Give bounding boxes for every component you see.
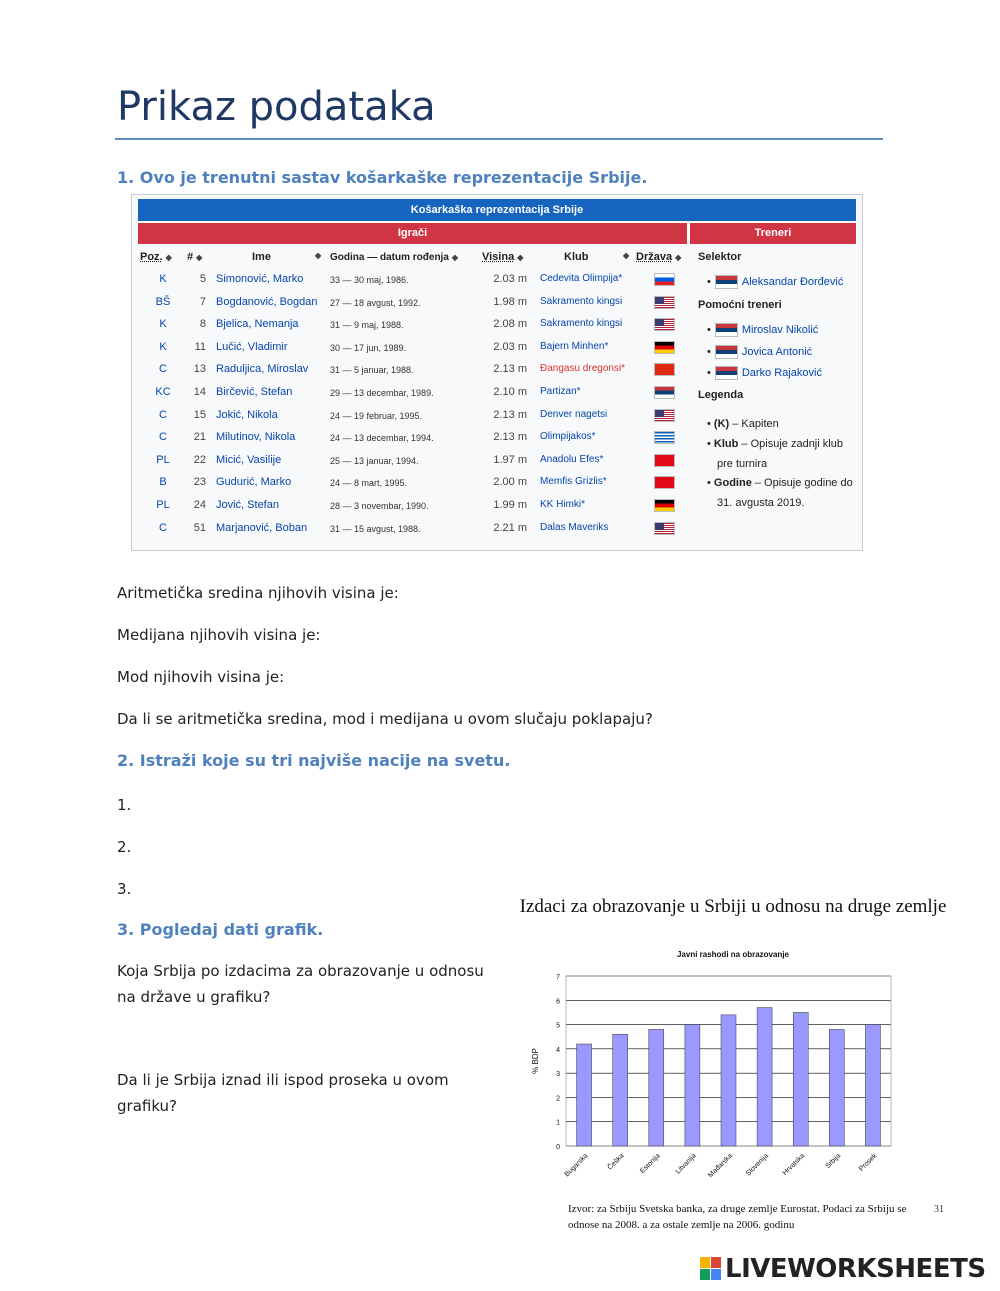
y-tick-label: 2 [556, 1095, 560, 1103]
players-header: Igrači [138, 223, 687, 244]
cell-player-name[interactable]: Jović, Stefan [216, 499, 279, 511]
assistant-name[interactable]: Darko Rajaković [741, 366, 822, 379]
bar [829, 1029, 844, 1146]
cell-number: 22 [193, 453, 206, 466]
cell-birthdate: 29 — 13 decembar, 1989. [330, 388, 434, 398]
cell-position: BŠ [155, 295, 171, 308]
cell-birthdate: 31 — 9 maj, 1988. [330, 320, 404, 331]
country-flag-icon [654, 454, 675, 467]
answer-line-2: 2. [117, 838, 132, 856]
selektor-label: Selektor [698, 251, 742, 263]
cell-club[interactable]: Denver nagetsi [540, 408, 608, 420]
cell-number: 5 [199, 273, 206, 285]
country-flag-icon [654, 341, 675, 354]
bar [577, 1044, 592, 1146]
cell-birthdate: 24 — 19 februar, 1995. [330, 410, 423, 421]
col-header-drzava[interactable]: Država ◆ [636, 251, 682, 263]
question-rank: Koja Srbija po izdacima za obrazovanje u odnosu na države u grafiku? [117, 962, 484, 1006]
table-row [132, 431, 692, 453]
cell-height: 1.99 m [493, 499, 527, 511]
cell-height: 2.13 m [493, 408, 527, 421]
assistant-item: • Jovica Antonić [707, 345, 813, 358]
cell-position: PL [156, 453, 170, 466]
cell-number: 8 [199, 318, 206, 331]
col-header-poz[interactable]: Poz. ◆ [140, 251, 172, 263]
section1-heading: 1. Ovo je trenutni sastav košarkaške reprezentacije Srbije. [117, 168, 648, 187]
y-tick-label: 1 [556, 1119, 560, 1127]
logo-icon [700, 1257, 722, 1281]
table-row [132, 454, 692, 476]
bar-chart [520, 962, 930, 1198]
bar [649, 1029, 664, 1146]
x-tick-label: Estonija [639, 1152, 662, 1176]
cell-position: B [159, 476, 167, 489]
x-tick-label: Srbija [824, 1152, 843, 1171]
cell-birthdate: 27 — 18 avgust, 1992. [330, 297, 421, 308]
cell-player-name[interactable]: Gudurić, Marko [216, 476, 292, 489]
col-header-ime[interactable]: Ime ◆ [252, 251, 322, 263]
chart-source: Izvor: za Srbiju Svetska banka, za druge zemlje Eurostat. Podaci za Srbiju se odnose na 2008. a za ostale zemlje na 2006. godinu [568, 1203, 907, 1231]
roster-caption: Košarkaška reprezentacija Srbije [138, 199, 856, 221]
cell-club[interactable]: Memfis Grizlis* [540, 476, 607, 488]
answer-line-1: 1. [117, 796, 132, 814]
cell-birthdate: 24 — 8 mart, 1995. [330, 478, 408, 489]
cell-club[interactable]: Sakramento kingsi [540, 318, 623, 330]
table-row [132, 476, 692, 498]
cell-birthdate: 31 — 15 avgust, 1988. [330, 523, 421, 534]
y-tick-label: 3 [556, 1071, 560, 1079]
table-row [132, 341, 692, 363]
cell-player-name[interactable]: Jokić, Nikola [216, 408, 278, 421]
cell-position: K [159, 340, 167, 353]
country-flag-icon [654, 522, 675, 535]
liveworksheets-logo: LIVEWORKSHEETS [700, 1254, 986, 1284]
cell-position: K [159, 318, 167, 331]
bar [721, 1015, 736, 1146]
cell-birthdate: 33 — 30 maj, 1986. [330, 275, 409, 285]
country-flag-icon [654, 476, 675, 489]
serbia-flag-icon [715, 345, 738, 359]
assistants-label: Pomoćni treneri [698, 299, 782, 311]
selektor-item: • Aleksandar Đorđević [707, 275, 844, 288]
cell-club[interactable]: Olimpijakos* [540, 431, 596, 443]
col-header-visina[interactable]: Visina ◆ [482, 251, 524, 263]
cell-height: 1.97 m [493, 453, 527, 466]
cell-club[interactable]: KK Himki* [540, 499, 586, 510]
legend-item: • Godine – Opisuje godine do 31. avgusta 2019. [707, 477, 853, 509]
cell-number: 13 [193, 363, 206, 376]
serbia-flag-icon [715, 275, 738, 289]
cell-height: 2.13 m [493, 431, 527, 444]
y-tick-label: 5 [556, 1022, 560, 1030]
y-tick-label: 6 [556, 998, 560, 1006]
table-row [132, 296, 692, 318]
cell-position: C [159, 521, 167, 534]
cell-height: 2.10 m [493, 386, 527, 398]
cell-position: PL [156, 499, 170, 511]
cell-height: 1.98 m [493, 295, 527, 308]
assistant-name[interactable]: Miroslav Nikolić [741, 323, 819, 336]
table-row [132, 363, 692, 385]
cell-height: 2.08 m [493, 318, 527, 331]
cell-birthdate: 25 — 13 januar, 1994. [330, 455, 419, 466]
cell-player-name[interactable]: Bjelica, Nemanja [216, 318, 299, 331]
bar [793, 1012, 808, 1146]
roster-table [131, 194, 863, 551]
cell-player-name[interactable]: Bogdanović, Bogdan [216, 295, 318, 308]
serbia-flag-icon [715, 366, 738, 380]
cell-height: 2.03 m [493, 340, 527, 353]
cell-position: C [159, 408, 167, 421]
x-tick-label: Češka [606, 1152, 626, 1172]
table-row [132, 499, 692, 521]
cell-number: 7 [199, 295, 206, 308]
chart-subtitle: Javni rashodi na obrazovanje [676, 950, 790, 959]
cell-position: K [159, 273, 167, 285]
page-number: 31 [934, 1204, 944, 1215]
question-mode: Mod njihovih visina je: [117, 668, 285, 686]
country-flag-icon [654, 409, 675, 422]
y-tick-label: 0 [556, 1144, 560, 1151]
table-row [132, 273, 692, 295]
legend-label: Legenda [698, 389, 744, 401]
country-flag-icon [654, 318, 675, 331]
cell-club[interactable]: Đangasu dregonsi* [540, 363, 626, 375]
legend-item: • (K) – Kapiten [707, 418, 779, 430]
chart-title: Izdaci za obrazovanje u Srbiji u odnosu na druge zemlje [519, 896, 947, 917]
question-compare: Da li se aritmetička sredina, mod i medijana u ovom slučaju poklapaju? [117, 710, 653, 728]
country-flag-icon [654, 296, 675, 309]
assistant-name[interactable]: Jovica Antonić [741, 345, 813, 358]
question-average: Da li je Srbija iznad ili ispod proseka u ovom grafiku? [117, 1071, 449, 1115]
x-tick-label: Hrvatska [781, 1152, 807, 1177]
cell-number: 21 [193, 431, 206, 444]
table-row [132, 386, 692, 408]
col-header-num[interactable]: # ◆ [187, 251, 203, 263]
assistant-item: • Miroslav Nikolić [707, 323, 819, 336]
bar [685, 1025, 700, 1146]
bar [865, 1025, 880, 1146]
cell-player-name[interactable]: Raduljica, Miroslav [216, 363, 309, 376]
cell-club[interactable]: Dalas Maveriks [540, 521, 609, 533]
cell-club[interactable]: Sakramento kingsi [540, 295, 623, 307]
cell-club[interactable]: Bajern Minhen* [540, 340, 609, 352]
cell-height: 2.00 m [493, 476, 527, 489]
cell-number: 51 [193, 521, 206, 534]
x-tick-label: Prosek [857, 1152, 879, 1173]
answer-line-3: 3. [117, 880, 132, 898]
question-median: Medijana njihovih visina je: [117, 626, 321, 644]
cell-number: 15 [193, 408, 206, 421]
cell-position: C [159, 363, 167, 376]
cell-position: KC [155, 386, 171, 398]
cell-birthdate: 28 — 3 novembar, 1990. [330, 501, 429, 511]
cell-player-name[interactable]: Birčević, Stefan [216, 386, 293, 398]
table-row [132, 522, 692, 544]
cell-number: 11 [194, 340, 206, 353]
selektor-name[interactable]: Aleksandar Đorđević [741, 275, 844, 288]
cell-height: 2.13 m [493, 363, 527, 376]
cell-position: C [159, 431, 167, 444]
cell-club[interactable]: Partizan* [540, 386, 581, 397]
cell-birthdate: 24 — 13 decembar, 1994. [330, 433, 434, 444]
x-tick-label: Slovenija [744, 1152, 771, 1178]
cell-club[interactable]: Anadolu Efes* [540, 453, 604, 465]
legend-item: • Klub – Opisuje zadnji klub pre turnira [707, 438, 843, 470]
question-mean: Aritmetička sredina njihovih visina je: [117, 584, 399, 602]
bar [757, 1008, 772, 1146]
cell-player-name[interactable]: Marjanović, Boban [216, 521, 308, 534]
col-header-godina[interactable]: Godina — datum rođenja ◆ [330, 252, 459, 263]
country-flag-icon [654, 273, 675, 286]
assistant-item: • Darko Rajaković [707, 366, 822, 379]
cell-player-name[interactable]: Lučić, Vladimir [216, 340, 288, 353]
table-row [132, 409, 692, 431]
country-flag-icon [654, 363, 675, 376]
cell-player-name[interactable]: Micić, Vasilije [216, 453, 282, 466]
country-flag-icon [654, 386, 675, 399]
cell-player-name[interactable]: Milutinov, Nikola [216, 431, 296, 444]
x-tick-label: Bugarska [563, 1152, 590, 1179]
cell-club[interactable]: Cedevita Olimpija* [540, 273, 623, 284]
cell-number: 14 [193, 386, 206, 398]
cell-number: 24 [193, 499, 206, 511]
col-header-klub[interactable]: Klub ◆ [564, 251, 630, 263]
cell-player-name[interactable]: Simonović, Marko [216, 273, 304, 285]
coaches-header: Treneri [690, 223, 856, 244]
y-tick-label: 7 [556, 974, 560, 981]
y-tick-label: 4 [556, 1046, 560, 1054]
serbia-flag-icon [715, 323, 738, 337]
cell-birthdate: 31 — 5 januar, 1988. [330, 365, 414, 376]
cell-birthdate: 30 — 17 jun, 1989. [330, 342, 407, 353]
section3-heading: 3. Pogledaj dati grafik. [117, 920, 324, 939]
country-flag-icon [654, 431, 675, 444]
title-rule [115, 138, 883, 140]
country-flag-icon [654, 499, 675, 512]
x-tick-label: Litvanija [674, 1152, 698, 1176]
x-tick-label: Mađarska [707, 1152, 734, 1180]
cell-number: 23 [193, 476, 206, 489]
y-axis-label: % BDP [531, 1048, 540, 1074]
bar [613, 1034, 628, 1146]
table-row [132, 318, 692, 340]
page-title: Prikaz podataka [117, 84, 436, 130]
section2-heading: 2. Istraži koje su tri najviše nacije na svetu. [117, 751, 511, 770]
cell-height: 2.03 m [493, 273, 527, 285]
cell-height: 2.21 m [493, 521, 527, 534]
